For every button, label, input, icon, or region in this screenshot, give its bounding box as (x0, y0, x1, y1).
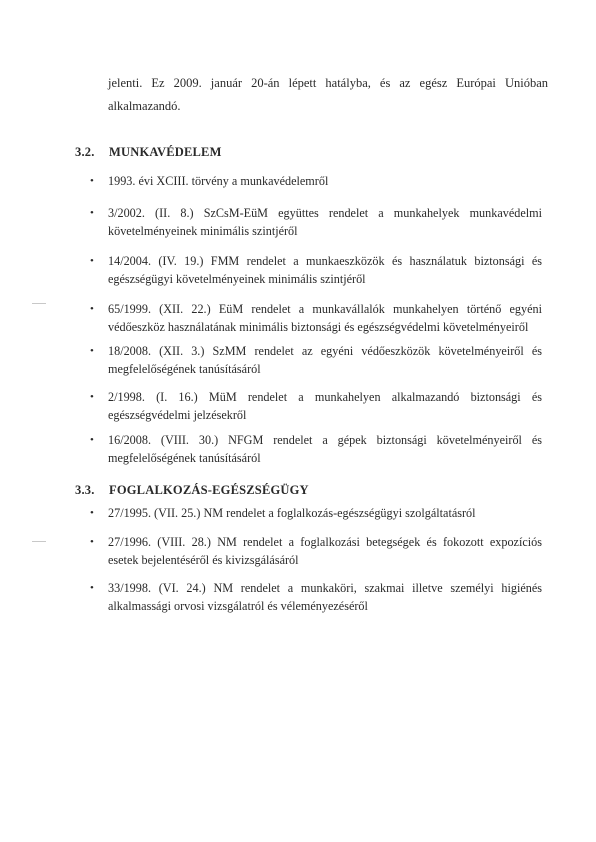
bullet-icon: • (90, 206, 94, 219)
margin-mark (32, 303, 46, 304)
bullet-icon: • (90, 175, 94, 187)
intro-paragraph: jelenti. Ez 2009. január 20-án lépett hatályba, és az egész Európai Unióban alkalmazandó. (108, 76, 548, 113)
section-number: 3.3. (75, 483, 95, 497)
margin-mark (32, 541, 46, 542)
bullet-icon: • (90, 390, 94, 403)
list-item: • 16/2008. (VIII. 30.) NFGM rendelet a gépek biztonsági követelményeiről és megfelelőségének tanúsításáról (90, 432, 542, 465)
list-item: • 27/1995. (VII. 25.) NM rendelet a foglalkozás-egészségügyi szolgáltatásról (90, 504, 542, 523)
section-number: 3.2. (75, 145, 95, 159)
bullet-icon: • (90, 344, 94, 357)
section-title: FOGLALKOZÁS-EGÉSZSÉGÜGY (109, 483, 309, 497)
section-title: MUNKAVÉDELEM (109, 145, 222, 159)
bullet-icon: • (90, 581, 94, 594)
list-item: • 65/1999. (XII. 22.) EüM rendelet a munkavállalók munkahelyen történő egyéni védőeszköz használatának minimális biztonsági és egészségvédelmi követelményeiről (90, 301, 542, 334)
section-3-3-list (90, 504, 542, 616)
bullet-icon: • (90, 302, 94, 315)
list-item: • 27/1996. (VIII. 28.) NM rendelet a foglalkozási betegségek és fokozott expozíciós esetek bejelentéséről és kivizsgálásáról (90, 534, 542, 567)
section-3-2-list (90, 172, 542, 468)
list-item: • 18/2008. (XII. 3.) SzMM rendelet az egyéni védőeszközök követelményeiről és megfelelőségének tanúsításáról (90, 343, 542, 376)
list-item: • 14/2004. (IV. 19.) FMM rendelet a munkaeszközök és használatuk biztonsági és egészségügyi követelményeinek minimális szintjéről (90, 253, 542, 286)
section-heading-3-3 (75, 483, 309, 498)
bullet-icon: • (90, 254, 94, 267)
section-heading-3-2 (75, 145, 222, 160)
bullet-icon: • (90, 507, 94, 519)
list-item: • 33/1998. (VI. 24.) NM rendelet a munkaköri, szakmai illetve személyi higiénés alkalmassági orvosi vizsgálatról és véleményezéséről (90, 580, 542, 613)
list-item: • 2/1998. (I. 16.) MüM rendelet a munkahelyen alkalmazandó biztonsági és egészségvédelmi jelzésekről (90, 389, 542, 422)
bullet-icon: • (90, 535, 94, 548)
list-item: • 1993. évi XCIII. törvény a munkavédelemről (90, 172, 542, 191)
list-item: • 3/2002. (II. 8.) SzCsM-EüM együttes rendelet a munkahelyek munkavédelmi követelményeinek minimális szintjéről (90, 205, 542, 238)
bullet-icon: • (90, 433, 94, 446)
